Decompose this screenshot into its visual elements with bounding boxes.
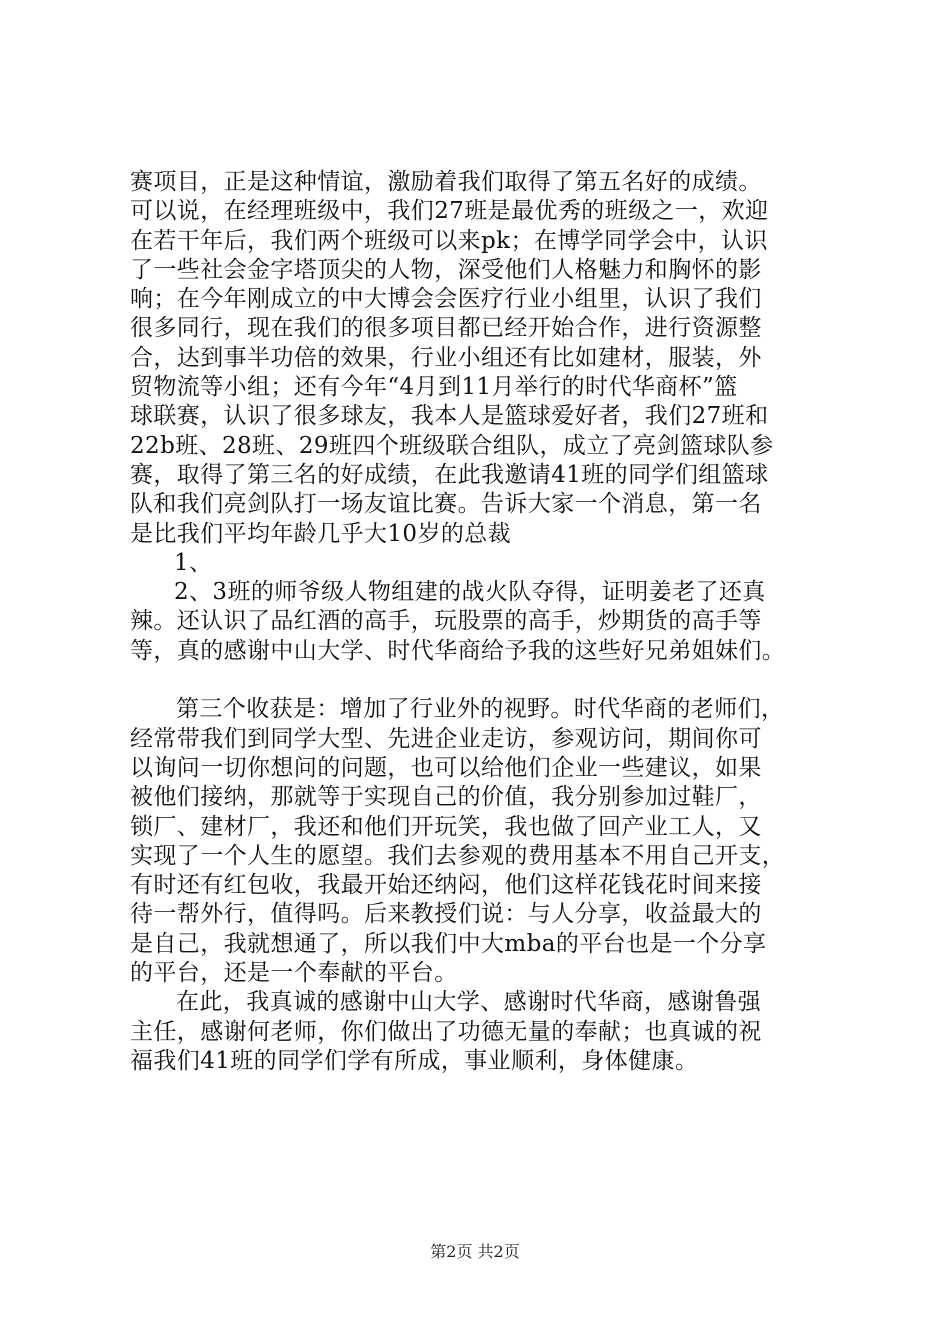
text-line: 的平台，还是一个奉献的平台。: [130, 960, 458, 987]
text-line: 可以说，在经理班级中，我们27班是最优秀的班级之一，欢迎: [130, 198, 769, 225]
text-line: 合，达到事半功倍的效果，行业小组还有比如建材，服装，外: [130, 344, 762, 371]
text-line: 主任，感谢何老师，你们做出了功德无量的奉献；也真诚的祝: [130, 1018, 762, 1045]
paragraph-first-line: 在此，我真诚的感谢中山大学、感谢时代华商，感谢鲁强: [176, 989, 761, 1016]
text-line: 2、3班的师爷级人物组建的战火队夺得，证明姜老了还真: [174, 579, 766, 606]
paragraph-first-line: 第三个收获是：增加了行业外的视野。时代华商的老师们，: [176, 696, 785, 723]
text-line: 队和我们亮剑队打一场友谊比赛。告诉大家一个消息，第一名: [130, 491, 762, 518]
text-line: 以询问一切你想问的问题，也可以给他们企业一些建议，如果: [130, 754, 762, 781]
text-line: 被他们接纳，那就等于实现自己的价值，我分别参加过鞋厂，: [130, 784, 762, 811]
document-body: [130, 168, 850, 1076]
text-line: 了一些社会金字塔顶尖的人物，深受他们人格魅力和胸怀的影: [130, 256, 762, 283]
text-line: 贸物流等小组；还有今年“4月到11月举行的时代华商杯”篮: [130, 374, 738, 401]
list-marker-line: 1、: [174, 549, 213, 576]
text-line: 赛项目，正是这种情谊，激励着我们取得了第五名好的成绩。: [130, 169, 762, 195]
text-line: 经常带我们到同学大型、先进企业走访，参观访问，期间你可: [130, 725, 762, 752]
text-line: 在若干年后，我们两个班级可以来pk；在博学同学会中，认识: [130, 227, 768, 254]
text-line: 锁厂、建材厂，我还和他们开玩笑，我也做了回产业工人，又: [130, 813, 762, 840]
text-line: 响；在今年刚成立的中大博会会医疗行业小组里，认识了我们: [130, 286, 762, 313]
text-line: 赛，取得了第三名的好成绩，在此我邀请41班的同学们组篮球: [130, 461, 769, 488]
text-line: 22b班、28班、29班四个班级联合组队，成立了亮剑篮球队参: [130, 432, 774, 459]
text-line: 待一帮外行，值得吗。后来教授们说：与人分享，收益最大的: [130, 901, 762, 928]
text-line: 辣。还认识了品红酒的高手，玩股票的高手，炒期货的高手等: [130, 608, 762, 635]
text-line: 是自己，我就想通了，所以我们中大mba的平台也是一个分享: [130, 930, 767, 957]
text-line: 有时还有红包收，我最开始还纳闷，他们这样花钱花时间来接: [130, 872, 762, 899]
text-line: 福我们41班的同学们学有所成，事业顺利，身体健康。: [130, 1047, 699, 1074]
text-line: 实现了一个人生的愿望。我们去参观的费用基本不用自己开支，: [130, 842, 786, 869]
text-line: 等，真的感谢中山大学、时代华商给予我的这些好兄弟姐妹们。: [130, 637, 786, 664]
page-footer: 第2页 共2页: [430, 1242, 520, 1261]
text-line: 球联赛，认识了很多球友，我本人是篮球爱好者，我们27班和: [130, 403, 769, 430]
text-line: 很多同行，现在我们的很多项目都已经开始合作，进行资源整: [130, 315, 762, 342]
paragraph-spacer: [130, 666, 850, 695]
text-line: 是比我们平均年龄几乎大10岁的总裁: [130, 520, 512, 547]
